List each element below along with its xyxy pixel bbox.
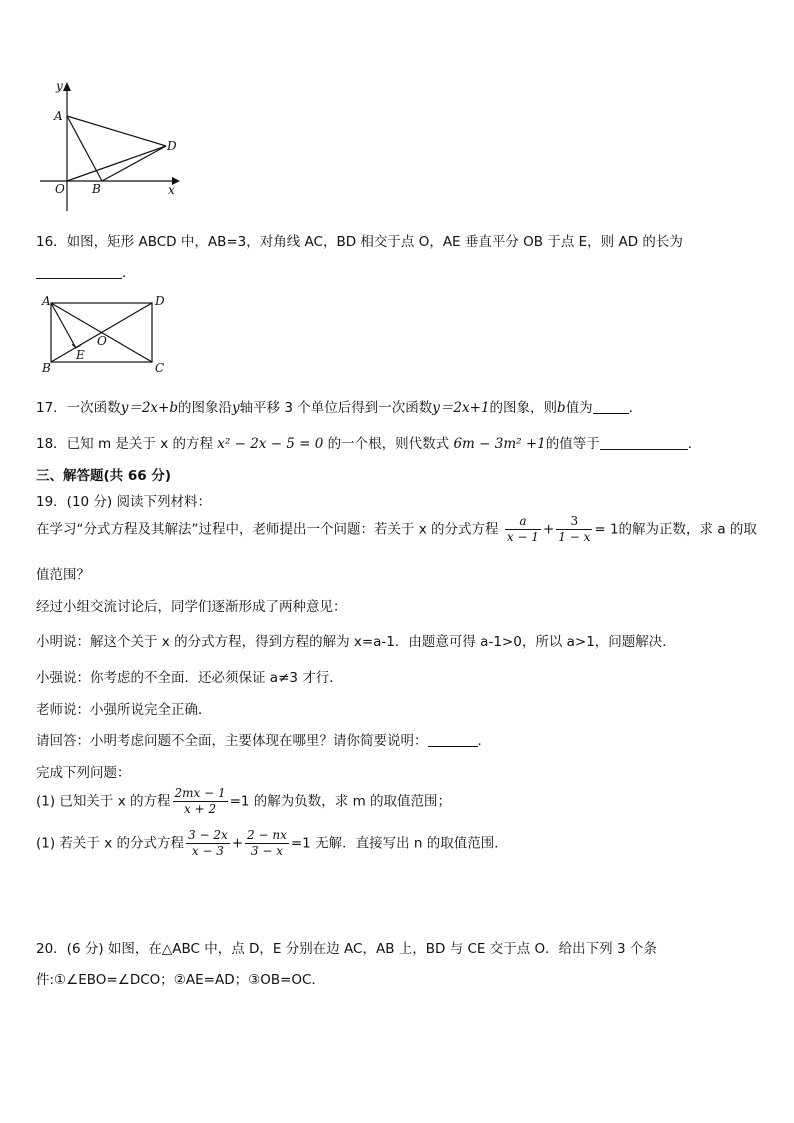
- xiaoming-statement: 小明说：解这个关于 x 的分式方程，得到方程的解为 x=a-1．由题意可得 a-1>0，所以 a>1，问题解决．: [36, 634, 676, 650]
- q17-text-3: 轴平移 3 个单位后得到一次函数: [239, 400, 433, 416]
- label-y: y: [56, 79, 63, 93]
- sub-1-text: (1) 已知关于 x 的方程: [36, 793, 171, 810]
- xiaoqiang-statement: 小强说：你考虑的不全面．还必须保证 a≠3 才行．: [36, 670, 343, 686]
- question-20-line-2: [36, 968, 325, 988]
- question-19-sub-2: [36, 828, 508, 859]
- sub-1-text-2: =1 的解为负数，求 m 的取值范围；: [229, 793, 452, 810]
- segment-ad: [67, 116, 166, 146]
- question-19-line: [36, 630, 676, 650]
- answer-blank[interactable]: [593, 399, 629, 414]
- sub-2-text-2: =1 无解．直接写出 n 的取值范围．: [290, 835, 508, 852]
- label-d: D: [155, 294, 165, 308]
- q18-expression: 6m − 3m² +1: [453, 436, 546, 452]
- q17-var-b: b: [557, 400, 566, 416]
- segment-od: [67, 146, 166, 181]
- teacher-statement: 老师说：小强所说完全正确．: [36, 702, 212, 718]
- section-heading: [36, 464, 171, 484]
- label-d: D: [167, 139, 177, 153]
- segment-ab: [67, 116, 102, 181]
- question-19-line: [36, 563, 90, 583]
- label-o: O: [55, 182, 65, 196]
- question-20-line-1: [36, 937, 657, 957]
- answer-blank[interactable]: [36, 264, 122, 279]
- q19-problem-text: 在学习“分式方程及其解法”过程中，老师提出一个问题：若关于 x 的分式方程: [36, 521, 499, 538]
- q19-tasks-heading: 完成下列问题：: [36, 765, 131, 781]
- q20-text: 20．(6 分) 如图，在△ABC 中，点 D，E 分别在边 AC，AB 上，BD 与 CE 交于点 O．给出下列 3 个条: [36, 941, 657, 957]
- q19-text: 经过小组交流讨论后，同学们逐渐形成了两种意见：: [36, 599, 347, 615]
- q17-var-y: y: [231, 400, 240, 416]
- q18-equation: x² − 2x − 5 = 0: [217, 436, 324, 452]
- label-a: A: [54, 109, 63, 123]
- period: ．: [628, 400, 643, 416]
- label-b: B: [42, 361, 51, 375]
- coordinate-figure: [36, 76, 186, 216]
- fraction-a-over-x-minus-1: $\frac{a}{x - 1}$: [506, 514, 539, 544]
- sub-2-text: (1) 若关于 x 的分式方程: [36, 835, 184, 852]
- question-16-text: 16．如图，矩形 ABCD 中，AB=3，对角线 AC，BD 相交于点 O，AE 垂直平分 OB 于点 E，则 AD 的长为: [36, 234, 683, 250]
- question-19-sub-1: [36, 786, 451, 817]
- question-18: [36, 432, 701, 452]
- question-19-line: [36, 666, 343, 686]
- label-c: C: [155, 361, 165, 375]
- question-17: [36, 396, 642, 416]
- q17-text-4: 的图象，则: [489, 400, 558, 416]
- fraction-3-over-1-minus-x: $\frac{3}{1 - x}$: [558, 514, 591, 544]
- question-16: [36, 230, 683, 250]
- q20-conditions: 件:①∠EBO=∠DCO；②AE=AD；③OB=OC．: [36, 972, 325, 988]
- y-axis-arrow: [63, 82, 71, 91]
- question-19-line: [36, 698, 212, 718]
- q17-function-1: y＝2x+b: [120, 400, 178, 416]
- period: ．: [122, 265, 136, 281]
- label-x: x: [168, 183, 175, 197]
- question-19-line: [36, 729, 491, 749]
- label-e: E: [76, 348, 85, 362]
- q17-text-1: 17．一次函数: [36, 400, 121, 416]
- section-title: 三、解答题(共 66 分): [36, 468, 172, 484]
- plus-sign: +: [542, 521, 555, 538]
- answer-blank[interactable]: [600, 435, 688, 450]
- label-a: A: [42, 294, 51, 308]
- q17-text-2: 的图象沿: [177, 400, 232, 416]
- fraction-3-minus-2x-over-x-minus-3: $\frac{3 - 2x}{x - 3}$: [188, 828, 228, 858]
- rectangle-figure: [38, 292, 168, 376]
- q19-text: 值范围？: [36, 567, 90, 583]
- q19-heading: 19．(10 分) 阅读下列材料：: [36, 494, 211, 510]
- q18-text-1: 18．已知 m 是关于 x 的方程: [36, 436, 213, 452]
- q19-question: 请回答：小明考虑问题不全面，主要体现在哪里？请你简要说明：: [36, 733, 428, 749]
- question-19-problem: [36, 514, 757, 545]
- question-19-head: [36, 490, 211, 510]
- q18-text-2: 的一个根，则代数式: [327, 436, 450, 452]
- period: ．: [477, 733, 491, 749]
- fraction-2-minus-nx-over-3-minus-x: $\frac{2 - nx}{3 - x}$: [247, 828, 287, 858]
- question-19-line: [36, 761, 131, 781]
- q17-text-5: 值为: [565, 400, 593, 416]
- question-16-answer-line: [36, 261, 136, 281]
- fraction-2mx-minus-1-over-x-plus-2: $\frac{2mx - 1}{x + 2}$: [174, 786, 226, 816]
- question-19-line: [36, 595, 347, 615]
- label-o: O: [97, 334, 107, 348]
- segment-bd: [102, 146, 166, 181]
- period: ．: [687, 436, 702, 452]
- q17-function-2: y＝2x+1: [432, 400, 490, 416]
- label-b: B: [92, 182, 101, 196]
- q19-problem-text-2: = 1的解为正数，求 a 的取: [594, 521, 757, 538]
- q18-text-3: 的值等于: [545, 436, 600, 452]
- answer-blank[interactable]: [428, 732, 478, 747]
- plus-sign: +: [231, 835, 244, 852]
